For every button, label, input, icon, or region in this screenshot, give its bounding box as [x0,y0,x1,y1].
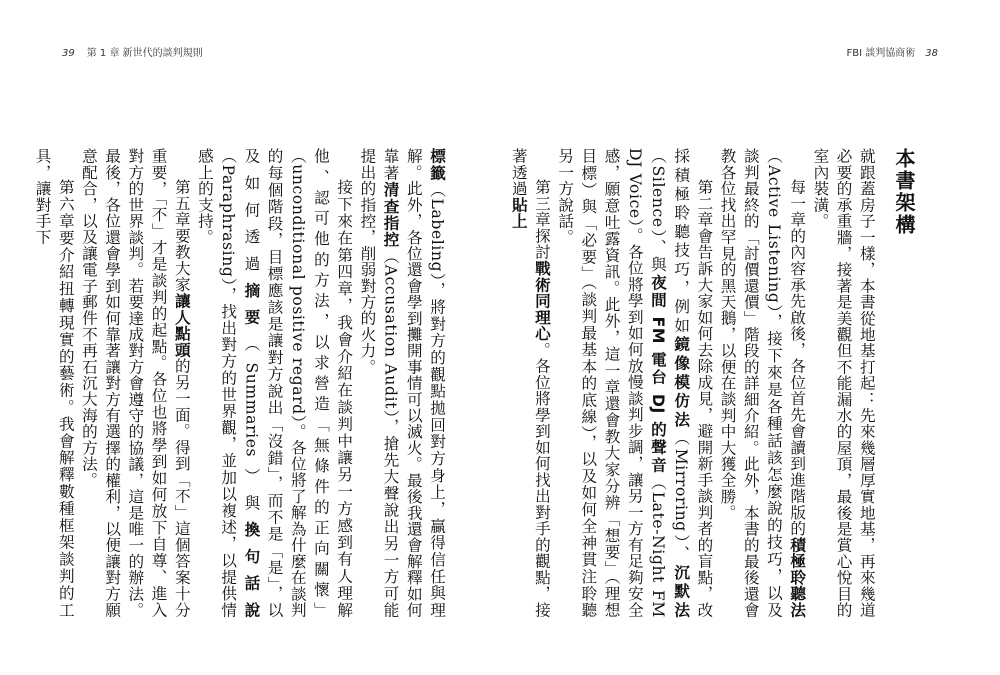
paragraph [507,148,553,618]
left-running-head [62,44,203,59]
bold-term: 貼上 [509,196,528,230]
right-page-body [509,148,916,619]
paragraph [715,148,808,618]
paragraph [808,148,878,618]
bold-term: 摘要 [242,282,261,336]
bold-term: 清查指控 [381,181,400,249]
left-page-body [33,148,448,619]
text-run: （Mirroring）、 [672,429,691,565]
text-run: 接下來在第四章，我會介紹在談判中讓另一方感到有人理解他、認可他的方法，以求營造「無條件的正向關懷」（unconditional positive regard）。各位將了解為什麼在談判的每個階段，目標應該是讓對方說出「沒錯」，而不是「是」，以及如何透過 [242,148,354,618]
right-book-title: FBI 談判協商術 [846,48,916,59]
paragraph [30,148,76,618]
right-page-number: 38 [925,48,938,59]
text-run: 就跟蓋房子一樣，本書從地基打起：先來幾層厚實地基，再來幾道必要的承重牆，接著是美觀但不能漏水的屋頂，最後是賞心悅目的室內裝潢。 [811,148,876,618]
text-run: 的另一面。得到「不」這個答案十分重要，「不」才是談判的起點。各位也將學到如何放下自尊、進入對方的世界談判。若要達成對方會遵守的協議，這是唯一的辦法。最後，各位還會學到如何靠著讓對方有選擇的權利，以便讓對方願意配合，以及讓電子郵件不再石沉大海的方法。 [79,148,191,618]
text-run: （Paraphrasing），找出對方的世界觀，並加以複述，以提供情感上的支持。 [195,148,238,618]
text-run: 第五章要教大家 [172,179,191,293]
text-run: 第二章會告訴大家如何去除成見，避開新手談判者的盲點，改採積極聆聽技巧，例如 [672,148,714,618]
text-run: 第六章要介紹扭轉現實的藝術。我會解釋數種框架談判的工具，讓對手下 [33,148,75,618]
bold-term: 鏡像模仿法 [672,335,691,430]
text-run: （Late-Night FM DJ Voice）。各位將學到如何放慢談判步調，讓另一方有足夠安全感，願意吐露資訊。此外，這一章還會教大家分辨「想要」（理想目標）與「必要」（談判最基本的底線），以及如何全神貫注聆聽另一方說話。 [556,148,667,618]
bold-term: 積極聆聽法 [788,536,807,618]
paragraph [355,148,448,618]
section-title: 本書架構 [892,148,916,236]
text-run: （Active Listening），接下來是各種話該怎麼說的技巧，以及談判最終的「討價還價」階段的詳細介紹。此外，本書的最後還會教各位找出罕見的黑天鵝，以便在談判中大獲全勝。 [718,148,783,618]
text-run: 每一章的內容承先啟後，各位首先會讀到進階版的 [788,179,807,537]
paragraph [77,148,193,618]
right-page-paragraphs [507,148,878,618]
text-run: （Summaries）與 [242,335,261,522]
bold-term: 讓人點頭 [172,292,191,358]
left-chapter-title: 第 1 章 新世代的談判規則 [86,48,203,59]
bold-term: 沉默法 [672,564,691,618]
text-run: （Labeling），將對方的觀點拋回對方身上，贏得信任與理解。此外，各位還會學到攤開事情可以滅火。最後我還會解釋如何靠著 [381,148,446,619]
paragraph [193,148,355,618]
bold-term: 換句話說 [242,521,261,618]
text-run: 第三章探討 [532,179,551,261]
left-page-paragraphs [30,148,448,618]
paragraph [553,148,715,618]
bold-term: 標籤 [428,148,446,182]
text-run: （Accusation Audit），搶先大聲說出另一方可能提出的指控，削弱對方的火力。 [358,148,400,619]
bold-term: 戰術同理心 [532,260,551,342]
text-run: （Silence）、與 [648,148,667,275]
left-page-number: 39 [62,48,75,59]
bold-term: 夜間 FM 電台 DJ 的聲音 [648,274,667,475]
right-running-head [847,44,938,59]
text-run: 。各位將學到如何找出對手的觀點，接著透過 [509,148,551,619]
